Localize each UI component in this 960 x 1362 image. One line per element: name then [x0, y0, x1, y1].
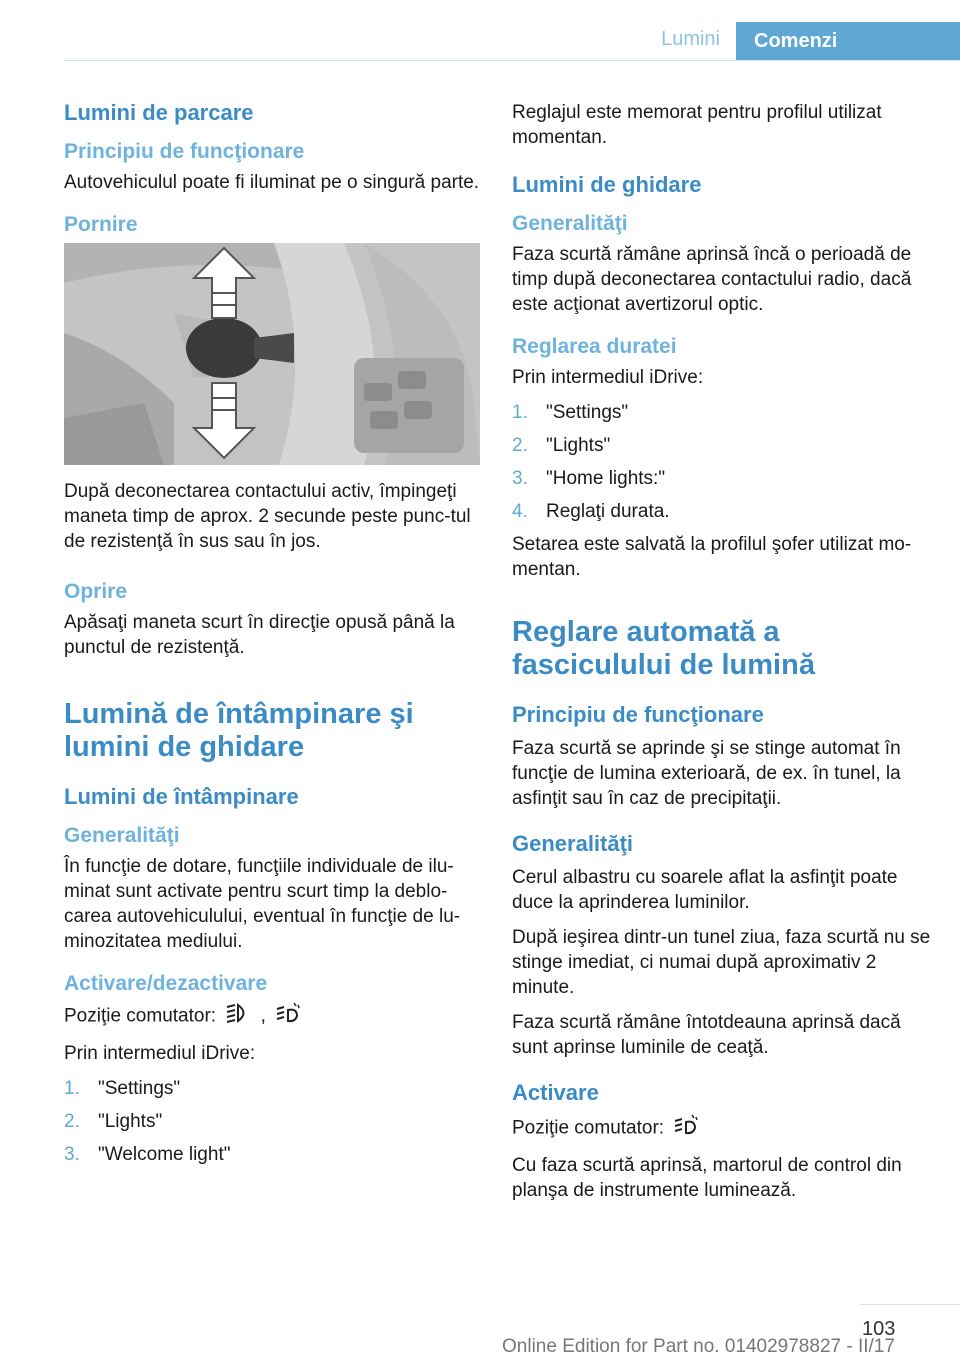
left-column	[64, 100, 484, 1175]
page-number: 103	[862, 1318, 896, 1340]
header-chapter-tab: Comenzi	[736, 22, 960, 60]
footer-rule	[860, 1304, 960, 1305]
list-item: 3. "Welcome light"	[64, 1144, 231, 1165]
list-item: 2. "Lights"	[512, 435, 611, 456]
header-rule	[64, 60, 960, 61]
heading-activation: Activare	[512, 1080, 599, 1105]
header-section: Lumini	[661, 28, 720, 50]
heading-guide-lights: Lumini de ghidare	[512, 172, 702, 197]
list-item: 2. "Lights"	[64, 1111, 163, 1132]
paragraph-general: Faza scurtă rămâne aprinsă încă o perioadă de timp după deconectarea contactului radio, dacă este acţionat avertizorul optic.	[512, 244, 912, 315]
paragraph-switch-position	[64, 1002, 484, 1031]
heading-switch-on: Pornire	[64, 213, 138, 236]
switch-position-label: Poziţie comutator:	[64, 1005, 217, 1027]
paragraph-general: În funcţie de dotare, funcţiile individuale de ilu-minat sunt activate pentru scurt timp la deblo-carea autovehiculului, eventual în funcţie de lu-minozitatea mediului.	[64, 856, 461, 952]
auto-light-icon	[673, 1114, 699, 1143]
paragraph-switch-off: Apăsaţi maneta scurt în direcţie opusă până la punctul de rezistenţă.	[64, 612, 455, 658]
heading-parking-lights: Lumini de parcare	[64, 100, 254, 125]
paragraph-idrive: Prin intermediul iDrive:	[512, 367, 704, 388]
paragraph-switch-position	[512, 1114, 932, 1143]
right-column	[512, 100, 932, 1213]
heading-activation: Activare/dezactivare	[64, 972, 268, 995]
heading-general: Generalităţi	[64, 824, 180, 847]
low-beam-icon	[225, 1002, 251, 1031]
heading-welcome-lights: Lumini de întâmpinare	[64, 784, 299, 809]
heading-auto-beam: Reglare automată a fasciculului de lumină	[512, 616, 815, 681]
paragraph-principle: Autovehiculul poate fi iluminat pe o singură parte.	[64, 172, 480, 193]
paragraph-principle: Faza scurtă se aprinde şi se stinge automat în funcţie de lumina exterioară, de ex. în tunel, la asfinţit sau în caz de precipitaţii.	[512, 738, 901, 809]
list-item: 1. "Settings"	[64, 1078, 181, 1099]
heading-general-2: Generalităţi	[512, 831, 634, 856]
switch-position-label: Poziţie comutator:	[512, 1117, 665, 1139]
paragraph-general-a: Cerul albastru cu soarele aflat la asfinţit poate duce la aprinderea luminilor.	[512, 867, 898, 913]
heading-principle: Principiu de funcţionare	[64, 140, 305, 163]
switch-position-separator: ,	[260, 1005, 266, 1027]
list-item: 4. Reglaţi durata.	[512, 501, 670, 522]
heading-general: Generalităţi	[512, 212, 628, 235]
list-item: 1. "Settings"	[512, 402, 629, 423]
stalk-illustration	[64, 243, 480, 465]
paragraph-stored: Reglajul este memorat pentru profilul utilizat momentan.	[512, 102, 882, 148]
paragraph-general-c: Faza scurtă rămâne întotdeauna aprinsă dacă sunt aprinse luminile de ceaţă.	[512, 1012, 901, 1058]
stalk-drawing	[64, 243, 480, 465]
heading-switch-off: Oprire	[64, 580, 128, 603]
heading-principle: Principiu de funcţionare	[512, 702, 764, 727]
paragraph-idrive: Prin intermediul iDrive:	[64, 1043, 256, 1064]
heading-duration: Reglarea duratei	[512, 335, 677, 358]
welcome-light-steps	[64, 1076, 484, 1167]
list-item: 3. "Home lights:"	[512, 468, 666, 489]
paragraph-indicator: Cu faza scurtă aprinsă, martorul de control din planşa de instrumente luminează.	[512, 1155, 902, 1201]
heading-welcome-light: Lumină de întâmpinare şi lumini de ghidare	[64, 698, 414, 763]
edition-footer: Online Edition for Part no. 01402978827 - II/17	[502, 1336, 895, 1357]
auto-light-icon	[275, 1002, 301, 1031]
paragraph-switch-on: După deconectarea contactului activ, împingeţi maneta timp de aprox. 2 secunde peste punc-tul de rezistenţă în sus sau în jos.	[64, 481, 471, 552]
paragraph-saved: Setarea este salvată la profilul şofer utilizat mo-mentan.	[512, 534, 912, 580]
paragraph-general-b: După ieşirea dintr-un tunel ziua, faza scurtă nu se stinge imediat, ci numai după aproximativ 2 minute.	[512, 927, 931, 998]
duration-steps	[512, 400, 932, 524]
